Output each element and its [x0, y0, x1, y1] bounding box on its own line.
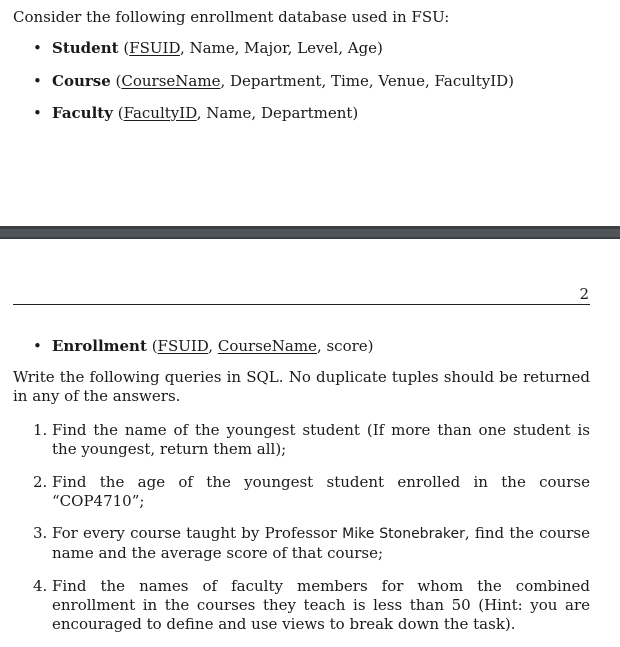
query-text: Find the name of the youngest student (If more than one student is the youngest, return them all); [52, 421, 590, 458]
page-number: 2 [579, 285, 589, 303]
relation-attributes: , Department, Time, Venue, FacultyID) [220, 71, 514, 90]
primary-key: FSUID [157, 337, 209, 355]
relation-course [33, 71, 514, 91]
relation-name: Enrollment [52, 337, 147, 355]
primary-key: FacultyID [123, 104, 197, 122]
query-item [33, 577, 590, 634]
paren-open: ( [117, 104, 124, 122]
paren-open: ( [151, 337, 158, 355]
relation-list-continued [33, 336, 374, 356]
relation-attributes: , score) [316, 337, 374, 355]
separator: , [208, 337, 218, 355]
query-text-post: , find the course name and the average score of that course; [52, 524, 590, 562]
page-separator [0, 226, 620, 239]
query-number: 4. [33, 576, 48, 595]
query-text-pre: For every course taught by Professor [52, 524, 343, 542]
instruction-text: Write the following queries in SQL. No duplicate tuples should be returned in any of the answers. [13, 368, 590, 405]
query-text: Find the age of the youngest student enrolled in the course “COP4710”; [52, 472, 590, 510]
page-2 [0, 239, 620, 633]
primary-key: CourseName [217, 337, 317, 355]
query-text: Find the names of faculty members for whom the combined enrollment in the courses they teach is less than 50 (Hint: you are encouraged to define and use views to break down the task). [52, 576, 590, 633]
bullet-dot: • [33, 71, 42, 90]
relation-student [33, 38, 514, 58]
paren-open: ( [115, 71, 122, 90]
header-rule [13, 304, 590, 305]
query-number: 2. [33, 472, 48, 491]
relation-list [33, 38, 514, 136]
query-item [33, 473, 590, 511]
query-number: 1. [33, 421, 48, 439]
intro-text: Consider the following enrollment database used in FSU: [13, 8, 450, 26]
query-item [33, 524, 590, 563]
relation-attributes: , Name, Department) [196, 104, 359, 122]
primary-key: CourseName [121, 71, 221, 90]
professor-name: Mike Stonebraker [342, 526, 465, 542]
query-item [33, 421, 590, 459]
relation-attributes: , Name, Major, Level, Age) [179, 39, 383, 57]
page-separator-band [0, 229, 620, 237]
query-number: 3. [33, 524, 48, 542]
relation-name: Course [52, 71, 111, 90]
page-1-fragment [0, 0, 620, 226]
bullet-dot: • [33, 39, 42, 57]
bullet-dot: • [33, 337, 42, 355]
relation-name: Faculty [52, 104, 113, 122]
relation-faculty [33, 103, 514, 123]
paren-open: ( [123, 39, 130, 57]
primary-key: FSUID [129, 39, 180, 57]
relation-enrollment [33, 336, 374, 356]
query-list [33, 421, 590, 647]
query-text [52, 524, 590, 562]
relation-name: Student [52, 39, 119, 57]
bullet-dot: • [33, 104, 42, 122]
